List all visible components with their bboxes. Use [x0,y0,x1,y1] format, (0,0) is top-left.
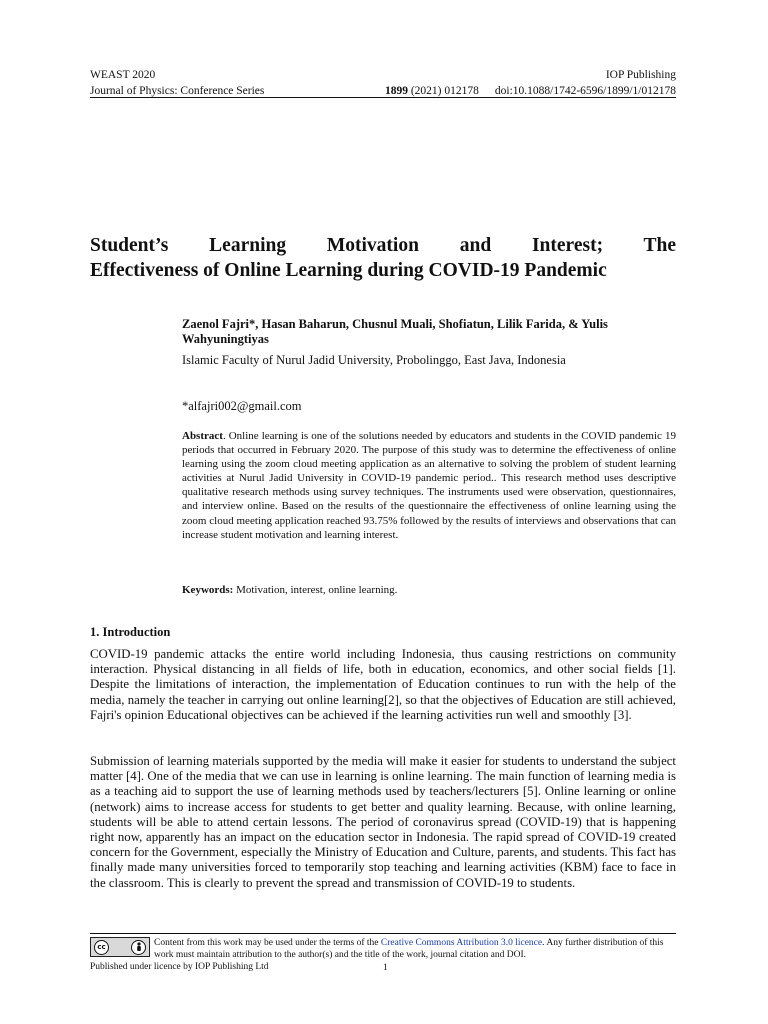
license-text-post: . Any further distribution of this work must maintain attribution to the author(s) and the title of the work, journal citation and DOI. [154,938,664,960]
volume-number: 1899 [384,85,408,97]
running-header [90,68,676,98]
keywords [182,583,676,597]
keywords-label: Keywords: [182,584,234,596]
license-text-pre: Content from this work may be used under the terms of the [154,938,379,948]
published-notice: Published under licence by IOP Publishing Ltd [90,962,269,972]
cc-icon: cc [94,940,109,955]
citation-info [385,84,676,98]
page-number: 1 [383,963,388,973]
author-list: Zaenol Fajri*, Hasan Baharun, Chusnul Muali, Shofiatun, Lilik Farida, & Yulis Wahyuningtiyas [182,317,608,346]
intro-paragraph-2: Submission of learning materials supported by the media will make it easier for students to understand the subject matter [4]. One of the media that we can use in learning is online learning. The main function of learning media is as a teaching aid to support the use of learning methods used by teachers/lecturers [5]. Online learning or online (network) aims to increase access for students to get better and quality learning. Because, with online learning, students will be able to attend certain lessons. The period of coronavirus spread (COVID-19) that is happening right now, apparently has an impact on the education sector in Indonesia. The rapid spread of COVID-19 created concern for the Government, especially the Ministry of Education and Culture, parents, and students. This fact has finally made many universities forced to temporarily stop teaching and learning activities (KBM) face to face in the classroom. This is clearly to prevent the spread and transmission of COVID-19 to students. [90,754,676,890]
affiliation: Islamic Faculty of Nurul Jadid University, Probolinggo, East Java, Indonesia [182,353,566,367]
abstract-text: . Online learning is one of the solutions needed by educators and students in the COVID pandemic 19 periods that occurred in February 2020. The purpose of this study was to determine the effectiveness of online learning using the zoom cloud meeting application as an alternative to solving the problem of student learning activities at Nurul Jadid University in COVID-19 pandemic period.. This research method uses descriptive qualitative research methods using survey techniques. The instruments used were observation, questionnaires, and interview online. Based on the results of the questionnaire the effectiveness of online learning using the zoom cloud meeting application reached 93.75% followed by the results of interviews and observations that can increase student motivation and learning interest. [182,430,676,541]
license-link[interactable]: Creative Commons Attribution 3.0 licence [380,938,543,948]
year-issue: (2021) 012178 [410,85,479,97]
conference-name: WEAST 2020 [90,69,156,81]
footer-divider [90,933,676,934]
cc-by-license-badge [90,937,150,957]
abstract-label: Abstract [182,430,223,442]
section-heading: 1. Introduction [90,625,171,639]
corresponding-email: *alfajri002@gmail.com [182,399,302,413]
keywords-text: Motivation, interest, online learning. [233,584,398,596]
title-line-2: Effectiveness of Online Learning during COVID-19 Pandemic [90,260,607,281]
attribution-person-icon [131,940,146,955]
publisher-name: IOP Publishing [605,69,676,81]
doi: doi:10.1088/1742-6596/1899/1/012178 [494,85,676,97]
journal-name: Journal of Physics: Conference Series [90,85,265,97]
header-divider [90,97,676,98]
abstract [182,429,676,542]
license-notice [154,937,676,961]
paper-title [90,233,676,283]
intro-paragraph-1: COVID-19 pandemic attacks the entire world including Indonesia, thus causing restrictions on community interaction. Physical distancing in all fields of life, both in education, economics, and other social fields [1]. Despite the limitations of interaction, the implementation of Education continues to run with the help of the media, namely the teacher in carrying out online learning[2], so that the objectives of Education are still achieved, Fajri's opinion Educational objectives can be achieved if the learning activities run well and smoothly [3]. [90,647,676,722]
title-line-1: Student’s Learning Motivation and Interest; The [90,235,676,256]
